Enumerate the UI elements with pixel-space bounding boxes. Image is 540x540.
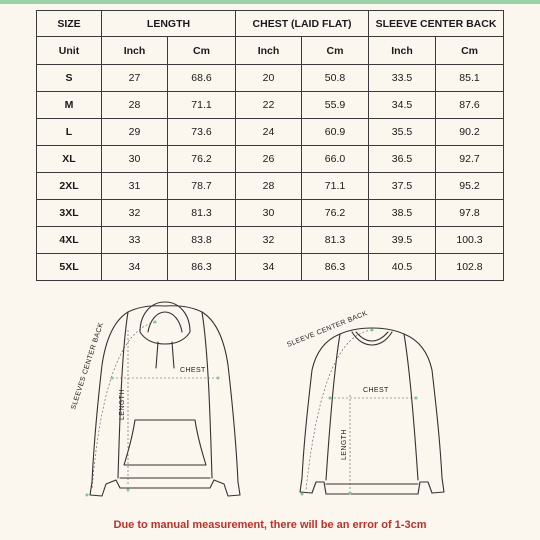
value-cell: 22 xyxy=(236,92,302,119)
value-cell: 39.5 xyxy=(369,227,436,254)
table-row xyxy=(37,173,504,200)
hoodie-length-label: LENGTH xyxy=(119,389,126,420)
value-cell: 66.0 xyxy=(302,146,369,173)
sweatshirt-collar-inner xyxy=(356,332,388,341)
size-cell: XL xyxy=(37,146,102,173)
value-cell: 33.5 xyxy=(369,65,436,92)
value-cell: 37.5 xyxy=(369,173,436,200)
value-cell: 83.8 xyxy=(168,227,236,254)
value-cell: 86.3 xyxy=(302,254,369,281)
sweatshirt-length-label: LENGTH xyxy=(341,429,348,460)
value-cell: 92.7 xyxy=(436,146,504,173)
value-cell: 26 xyxy=(236,146,302,173)
size-cell: S xyxy=(37,65,102,92)
value-cell: 71.1 xyxy=(302,173,369,200)
value-cell: 73.6 xyxy=(168,119,236,146)
sweatshirt-chest-label: CHEST xyxy=(363,387,389,394)
size-cell: 3XL xyxy=(37,200,102,227)
value-cell: 34 xyxy=(236,254,302,281)
value-cell: 50.8 xyxy=(302,65,369,92)
size-chart-table xyxy=(36,10,504,281)
unit-cell: Inch xyxy=(102,37,168,65)
hoodie-illustration xyxy=(90,302,240,496)
value-cell: 40.5 xyxy=(369,254,436,281)
value-cell: 95.2 xyxy=(436,173,504,200)
table-row xyxy=(37,119,504,146)
value-cell: 30 xyxy=(102,146,168,173)
table-row xyxy=(37,92,504,119)
value-cell: 102.8 xyxy=(436,254,504,281)
value-cell: 76.2 xyxy=(302,200,369,227)
hoodie-body-outline xyxy=(90,306,240,496)
sweatshirt-sleeve-guide xyxy=(306,330,372,490)
table-row xyxy=(37,254,504,281)
sweatshirt-sleeve-label: SLEEVE CENTER BACK xyxy=(286,310,369,349)
hoodie-sleeve-label: SLEEVES CENTER BACK xyxy=(70,321,106,411)
value-cell: 90.2 xyxy=(436,119,504,146)
value-cell: 100.3 xyxy=(436,227,504,254)
header-length: LENGTH xyxy=(102,11,236,37)
unit-row xyxy=(37,37,504,65)
value-cell: 27 xyxy=(102,65,168,92)
value-cell: 85.1 xyxy=(436,65,504,92)
value-cell: 71.1 xyxy=(168,92,236,119)
sweatshirt-body-outline xyxy=(300,328,444,494)
table-row xyxy=(37,200,504,227)
hoodie-sleeve-seam xyxy=(202,312,212,478)
unit-cell: Inch xyxy=(369,37,436,65)
garment-diagram xyxy=(0,290,540,515)
hoodie-hood-inner xyxy=(148,312,182,332)
value-cell: 60.9 xyxy=(302,119,369,146)
value-cell: 97.8 xyxy=(436,200,504,227)
size-cell: L xyxy=(37,119,102,146)
value-cell: 68.6 xyxy=(168,65,236,92)
value-cell: 32 xyxy=(102,200,168,227)
value-cell: 34 xyxy=(102,254,168,281)
unit-cell: Cm xyxy=(436,37,504,65)
value-cell: 33 xyxy=(102,227,168,254)
value-cell: 28 xyxy=(236,173,302,200)
value-cell: 78.7 xyxy=(168,173,236,200)
value-cell: 86.3 xyxy=(168,254,236,281)
header-size: SIZE xyxy=(37,11,102,37)
hoodie-hood-outline xyxy=(140,302,190,344)
size-cell: M xyxy=(37,92,102,119)
value-cell: 55.9 xyxy=(302,92,369,119)
value-cell: 76.2 xyxy=(168,146,236,173)
sweatshirt-sleeve-seam xyxy=(326,334,340,480)
value-cell: 32 xyxy=(236,227,302,254)
unit-label: Unit xyxy=(37,37,102,65)
value-cell: 35.5 xyxy=(369,119,436,146)
value-cell: 81.3 xyxy=(302,227,369,254)
hoodie-chest-label: CHEST xyxy=(180,367,206,374)
value-cell: 34.5 xyxy=(369,92,436,119)
table-row xyxy=(37,227,504,254)
value-cell: 24 xyxy=(236,119,302,146)
measurement-note: Due to manual measurement, there will be an error of 1-3cm xyxy=(113,519,427,531)
size-cell: 2XL xyxy=(37,173,102,200)
value-cell: 20 xyxy=(236,65,302,92)
sweatshirt-guides xyxy=(306,330,416,490)
value-cell: 81.3 xyxy=(168,200,236,227)
header-chest: CHEST (LAID FLAT) xyxy=(236,11,369,37)
sweatshirt-illustration xyxy=(300,328,444,494)
hoodie-drawstring xyxy=(172,342,174,368)
table-row xyxy=(37,65,504,92)
size-cell: 4XL xyxy=(37,227,102,254)
value-cell: 87.6 xyxy=(436,92,504,119)
value-cell: 30 xyxy=(236,200,302,227)
value-cell: 31 xyxy=(102,173,168,200)
unit-cell: Cm xyxy=(168,37,236,65)
table-row xyxy=(37,146,504,173)
value-cell: 36.5 xyxy=(369,146,436,173)
size-cell: 5XL xyxy=(37,254,102,281)
unit-cell: Inch xyxy=(236,37,302,65)
value-cell: 28 xyxy=(102,92,168,119)
value-cell: 29 xyxy=(102,119,168,146)
value-cell: 38.5 xyxy=(369,200,436,227)
sweatshirt-sleeve-seam xyxy=(404,334,418,480)
table-header-row xyxy=(37,11,504,37)
hoodie-pocket xyxy=(124,420,206,465)
hoodie-drawstring xyxy=(156,342,158,368)
header-sleeve: SLEEVE CENTER BACK xyxy=(369,11,504,37)
top-accent-bar xyxy=(0,0,540,4)
unit-cell: Cm xyxy=(302,37,369,65)
